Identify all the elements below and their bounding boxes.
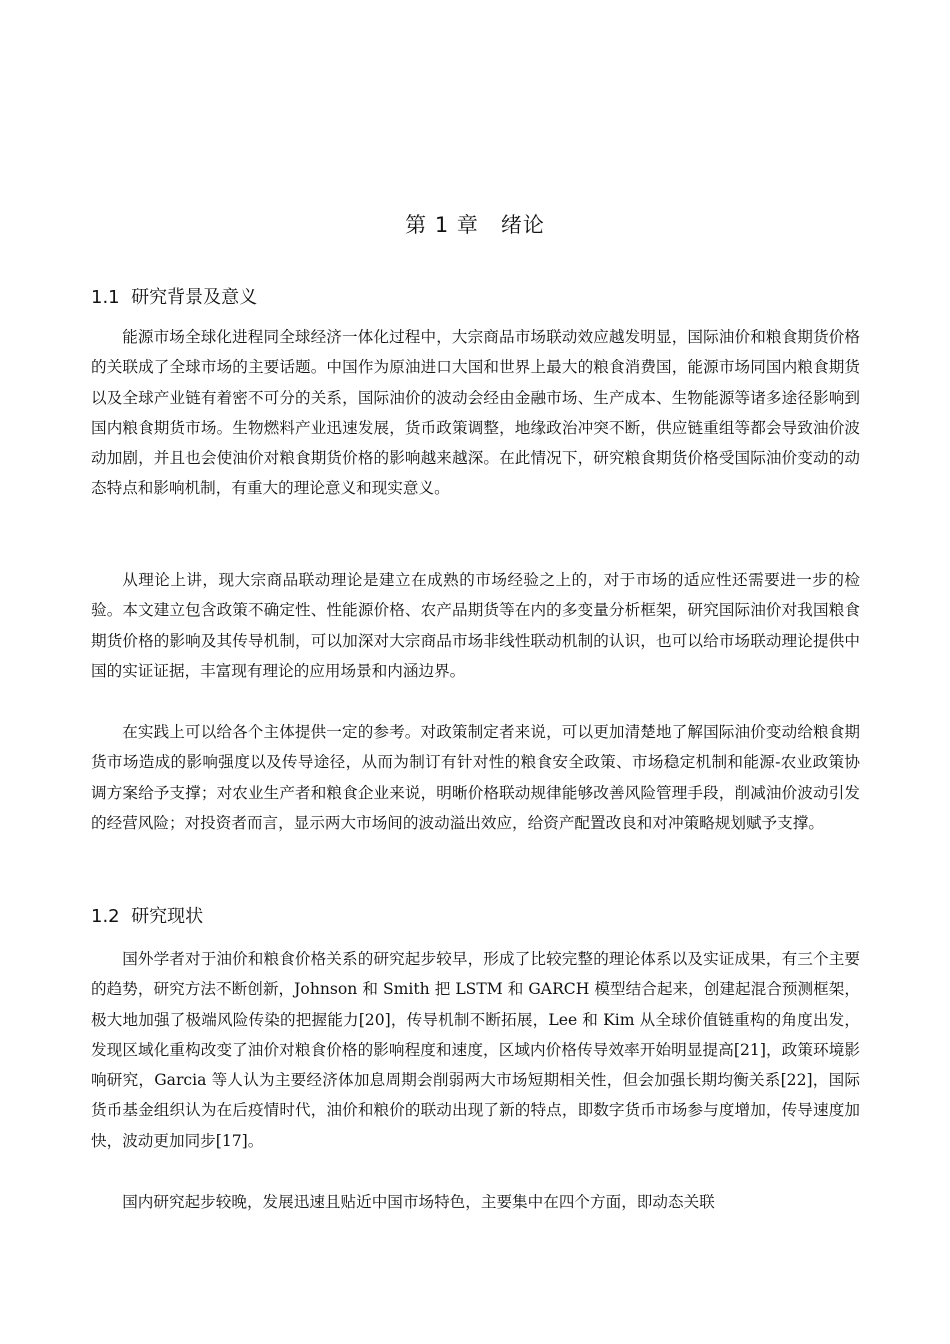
chapter-title: 第 1 章 绪论 <box>405 213 545 237</box>
paragraph-foreign-research: 国外学者对于油价和粮食价格关系的研究起步较早，形成了比较完整的理论体系以及实证成果，有三个主要的趋势，研究方法不断创新，Johnson 和 Smith 把 LSTM 和 GARCH 模型结合起来，创建起混合预测框架，极大地加强了极端风险传染的把握能力[20]，传导机制不断拓展，Lee 和 Kim 从全球价值链重构的角度出发，发现区域化重构改变了油价对粮食价格的影响程度和速度，区域内价格传导效率开始明显提高[21]，政策环境影响研究，Garcia 等人认为主要经济体加息周期会削弱两大市场短期相关性，但会加强长期均衡关系[22]，国际货币基金组织认为在后疫情时代，油价和粮价的联动出现了新的特点，即数字货币市场参与度增加，传导速度加快，波动更加同步[17]。 <box>91 950 860 1150</box>
paragraph-practice: 在实践上可以给各个主体提供一定的参考。对政策制定者来说，可以更加清楚地了解国际油价变动给粮食期货市场造成的影响强度以及传导途径，从而为制订有针对性的粮食安全政策、市场稳定机制和能源-农业政策协调方案给予支撑；对农业生产者和粮食企业来说，明晰价格联动规律能够改善风险管理手段，削减油价波动引发的经营风险；对投资者而言，显示两大市场间的波动溢出效应，给资产配置改良和对冲策略规划赋予支撑。 <box>91 723 860 832</box>
section-heading-1-1: 1.1 研究背景及意义 <box>91 287 258 308</box>
paragraph-background: 能源市场全球化进程同全球经济一体化过程中，大宗商品市场联动效应越发明显，国际油价和粮食期货价格的关联成了全球市场的主要话题。中国作为原油进口大国和世界上最大的粮食消费国，能源市场同国内粮食期货以及全球产业链有着密不可分的关系，国际油价的波动会经由金融市场、生产成本、生物能源等诸多途径影响到国内粮食期货市场。生物燃料产业迅速发展，货币政策调整，地缘政治冲突不断，供应链重组等都会导致油价波动加剧，并且也会使油价对粮食期货价格的影响越来越深。在此情况下，研究粮食期货价格受国际油价变动的动态特点和影响机制，有重大的理论意义和现实意义。 <box>91 328 860 498</box>
section-heading-1-2: 1.2 研究现状 <box>91 906 204 927</box>
paragraph-domestic-research: 国内研究起步较晚，发展迅速且贴近中国市场特色，主要集中在四个方面，即动态关联 <box>122 1193 715 1211</box>
paragraph-theory: 从理论上讲，现大宗商品联动理论是建立在成熟的市场经验之上的，对于市场的适应性还需要进一步的检验。本文建立包含政策不确定性、性能源价格、农产品期货等在内的多变量分析框架，研究国际油价对我国粮食期货价格的影响及其传导机制，可以加深对大宗商品市场非线性联动机制的认识，也可以给市场联动理论提供中国的实证证据，丰富现有理论的应用场景和内涵边界。 <box>91 571 860 680</box>
